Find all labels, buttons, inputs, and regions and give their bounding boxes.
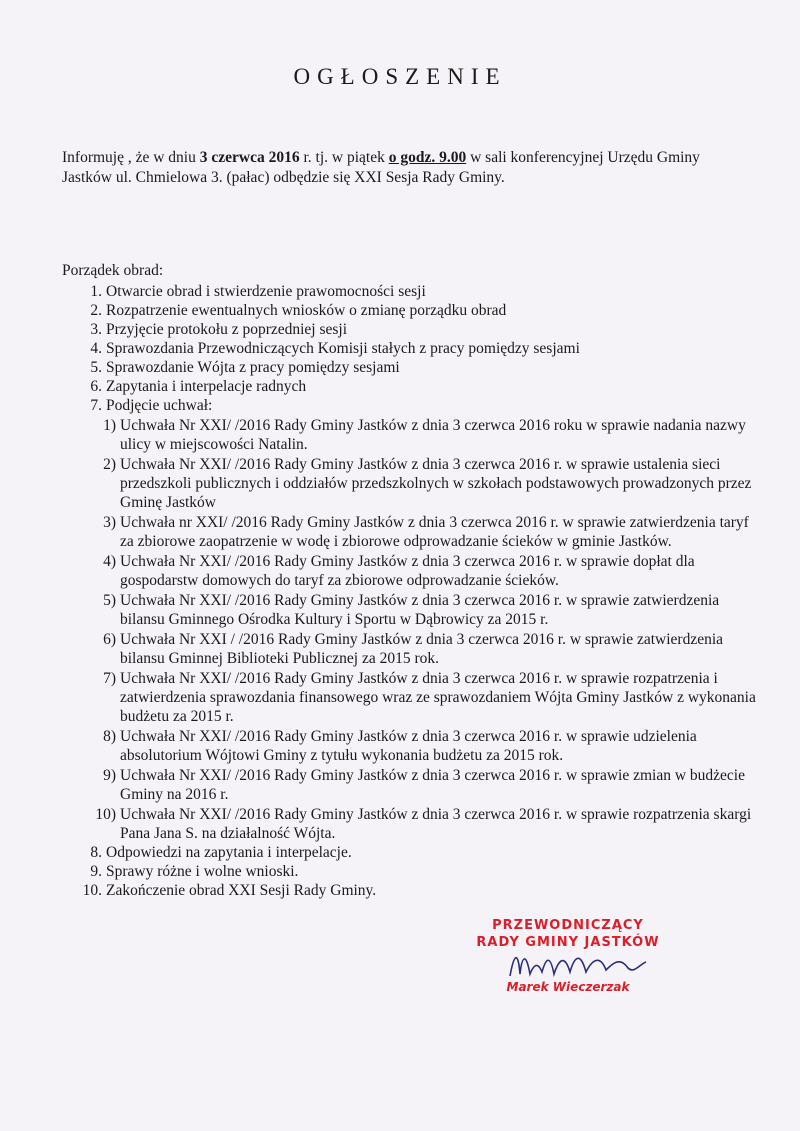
agenda-item bbox=[62, 282, 762, 301]
agenda-item-number: 8. bbox=[90, 844, 102, 861]
resolution-item bbox=[62, 416, 762, 454]
resolution-item bbox=[62, 727, 762, 765]
agenda-item-number: 9. bbox=[90, 863, 102, 880]
intro-text-1: Informuję , że w dniu bbox=[62, 149, 200, 166]
resolution-text: Uchwała Nr XXI/ /2016 Rady Gminy Jastków z dnia 3 czerwca 2016 r. w sprawie rozpatrzenia i zatwierdzenia sprawozdania finansowego wraz ze sprawozdaniem Wójta Gminy Jastków z wykonania budżetu za 2015 r. bbox=[120, 670, 756, 725]
resolution-item bbox=[62, 805, 762, 843]
resolution-text: Uchwała Nr XXI/ /2016 Rady Gminy Jastków z dnia 3 czerwca 2016 r. w sprawie zatwierdzenia bilansu Gminnego Ośrodka Kultury i Sportu w Dąbrowicy za 2015 r. bbox=[120, 592, 720, 628]
agenda-item bbox=[62, 339, 762, 358]
resolution-item bbox=[62, 455, 762, 512]
stamp-council: RADY GMINY JASTKÓW bbox=[476, 935, 660, 950]
resolution-number: 6) bbox=[103, 631, 116, 648]
agenda-item-number: 5. bbox=[90, 359, 102, 376]
agenda-item-text: Odpowiedzi na zapytania i interpelacje. bbox=[106, 844, 352, 861]
agenda-item-text: Otwarcie obrad i stwierdzenie prawomocności sesji bbox=[106, 283, 426, 300]
agenda-item-text: Sprawozdania Przewodniczących Komisji stałych z pracy pomiędzy sesjami bbox=[106, 340, 580, 357]
resolution-item bbox=[62, 591, 762, 629]
resolution-text: Uchwała Nr XXI/ /2016 Rady Gminy Jastków z dnia 3 czerwca 2016 r. w sprawie dopłat dla gospodarstw domowych do taryf za zbiorowe odprowadzanie ścieków. bbox=[120, 553, 695, 589]
agenda-item bbox=[62, 301, 762, 320]
agenda-item-number: 1. bbox=[90, 283, 102, 300]
resolution-number: 7) bbox=[103, 670, 116, 687]
agenda-heading: Porządek obrad: bbox=[62, 262, 164, 279]
agenda-item-text: Podjęcie uchwał: bbox=[106, 397, 213, 414]
resolution-text: Uchwała Nr XXI / /2016 Rady Gminy Jastków z dnia 3 czerwca 2016 r. w sprawie zatwierdzenia bilansu Gminnej Biblioteki Publicznej za 2015 rok. bbox=[120, 631, 724, 667]
resolution-number: 10) bbox=[95, 806, 116, 823]
intro-text-2: r. tj. w piątek bbox=[299, 149, 389, 166]
agenda-item-text: Sprawozdanie Wójta z pracy pomiędzy sesjami bbox=[106, 359, 400, 376]
intro-text-3: w sali konferencyjnej Urzędu Gminy Jastków ul. Chmielowa 3. (pałac) odbędzie się XXI Sesja Rady Gminy. bbox=[62, 149, 700, 186]
resolution-number: 2) bbox=[103, 456, 116, 473]
handwritten-signature bbox=[500, 944, 650, 984]
agenda-item bbox=[62, 377, 762, 396]
agenda-item bbox=[62, 881, 762, 900]
agenda-item bbox=[62, 396, 762, 415]
announcement-paragraph bbox=[62, 148, 752, 188]
resolution-item bbox=[62, 630, 762, 668]
resolution-item bbox=[62, 766, 762, 804]
stamp-name: Marek Wieczerzak bbox=[506, 980, 630, 994]
session-time: o godz. 9.00 bbox=[388, 149, 467, 166]
resolution-item bbox=[62, 669, 762, 726]
resolution-number: 4) bbox=[103, 553, 116, 570]
agenda-list bbox=[62, 282, 762, 900]
resolution-text: Uchwała Nr XXI/ /2016 Rady Gminy Jastków z dnia 3 czerwca 2016 r. w sprawie ustalenia sieci przedszkoli publicznych i oddziałów przedszkolnych w szkołach podstawowych prowadzonych przez Gminę Jastków bbox=[120, 456, 752, 511]
resolution-item bbox=[62, 552, 762, 590]
resolution-text: Uchwała Nr XXI/ /2016 Rady Gminy Jastków z dnia 3 czerwca 2016 r. w sprawie zmian w budżecie Gminy na 2016 r. bbox=[120, 767, 745, 803]
session-date: 3 czerwca 2016 bbox=[199, 149, 300, 166]
agenda-item-number: 7. bbox=[90, 397, 102, 414]
resolution-number: 5) bbox=[103, 592, 116, 609]
resolution-number: 8) bbox=[103, 728, 116, 745]
agenda-item-text: Zapytania i interpelacje radnych bbox=[106, 378, 307, 395]
agenda-item-text: Sprawy różne i wolne wnioski. bbox=[106, 863, 299, 880]
resolution-item bbox=[62, 513, 762, 551]
resolution-number: 3) bbox=[103, 514, 116, 531]
resolution-list bbox=[62, 416, 762, 843]
agenda-item-number: 2. bbox=[90, 302, 102, 319]
stamp-title: PRZEWODNICZĄCY bbox=[492, 918, 644, 933]
resolution-text: Uchwała Nr XXI/ /2016 Rady Gminy Jastków z dnia 3 czerwca 2016 roku w sprawie nadania nazwy ulicy w miejscowości Natalin. bbox=[120, 417, 746, 453]
resolution-text: Uchwała Nr XXI/ /2016 Rady Gminy Jastków z dnia 3 czerwca 2016 r. w sprawie rozpatrzenia skargi Pana Jana S. na działalność Wójta. bbox=[120, 806, 752, 842]
agenda-item bbox=[62, 843, 762, 862]
agenda-item bbox=[62, 862, 762, 881]
agenda-item-number: 4. bbox=[90, 340, 102, 357]
resolution-number: 1) bbox=[103, 417, 116, 434]
resolution-text: Uchwała Nr XXI/ /2016 Rady Gminy Jastków z dnia 3 czerwca 2016 r. w sprawie udzielenia absolutorium Wójtowi Gminy z tytułu wykonania budżetu za 2015 rok. bbox=[120, 728, 697, 764]
agenda-item-text: Przyjęcie protokołu z poprzedniej sesji bbox=[106, 321, 348, 338]
agenda-item-text: Rozpatrzenie ewentualnych wniosków o zmianę porządku obrad bbox=[106, 302, 507, 319]
agenda-item-number: 3. bbox=[90, 321, 102, 338]
document-title: OGŁOSZENIE bbox=[293, 64, 507, 89]
agenda-item-number: 10. bbox=[82, 882, 102, 899]
agenda-item-text: Zakończenie obrad XXI Sesji Rady Gminy. bbox=[106, 882, 377, 899]
resolution-text: Uchwała nr XXI/ /2016 Rady Gminy Jastków z dnia 3 czerwca 2016 r. w sprawie zatwierdzenia taryf za zbiorowe zaopatrzenie w wodę i zbiorowe odprowadzanie ścieków w gminie Jastków. bbox=[120, 514, 749, 550]
agenda-item bbox=[62, 320, 762, 339]
agenda-item-number: 6. bbox=[90, 378, 102, 395]
resolution-number: 9) bbox=[103, 767, 116, 784]
agenda-item bbox=[62, 358, 762, 377]
